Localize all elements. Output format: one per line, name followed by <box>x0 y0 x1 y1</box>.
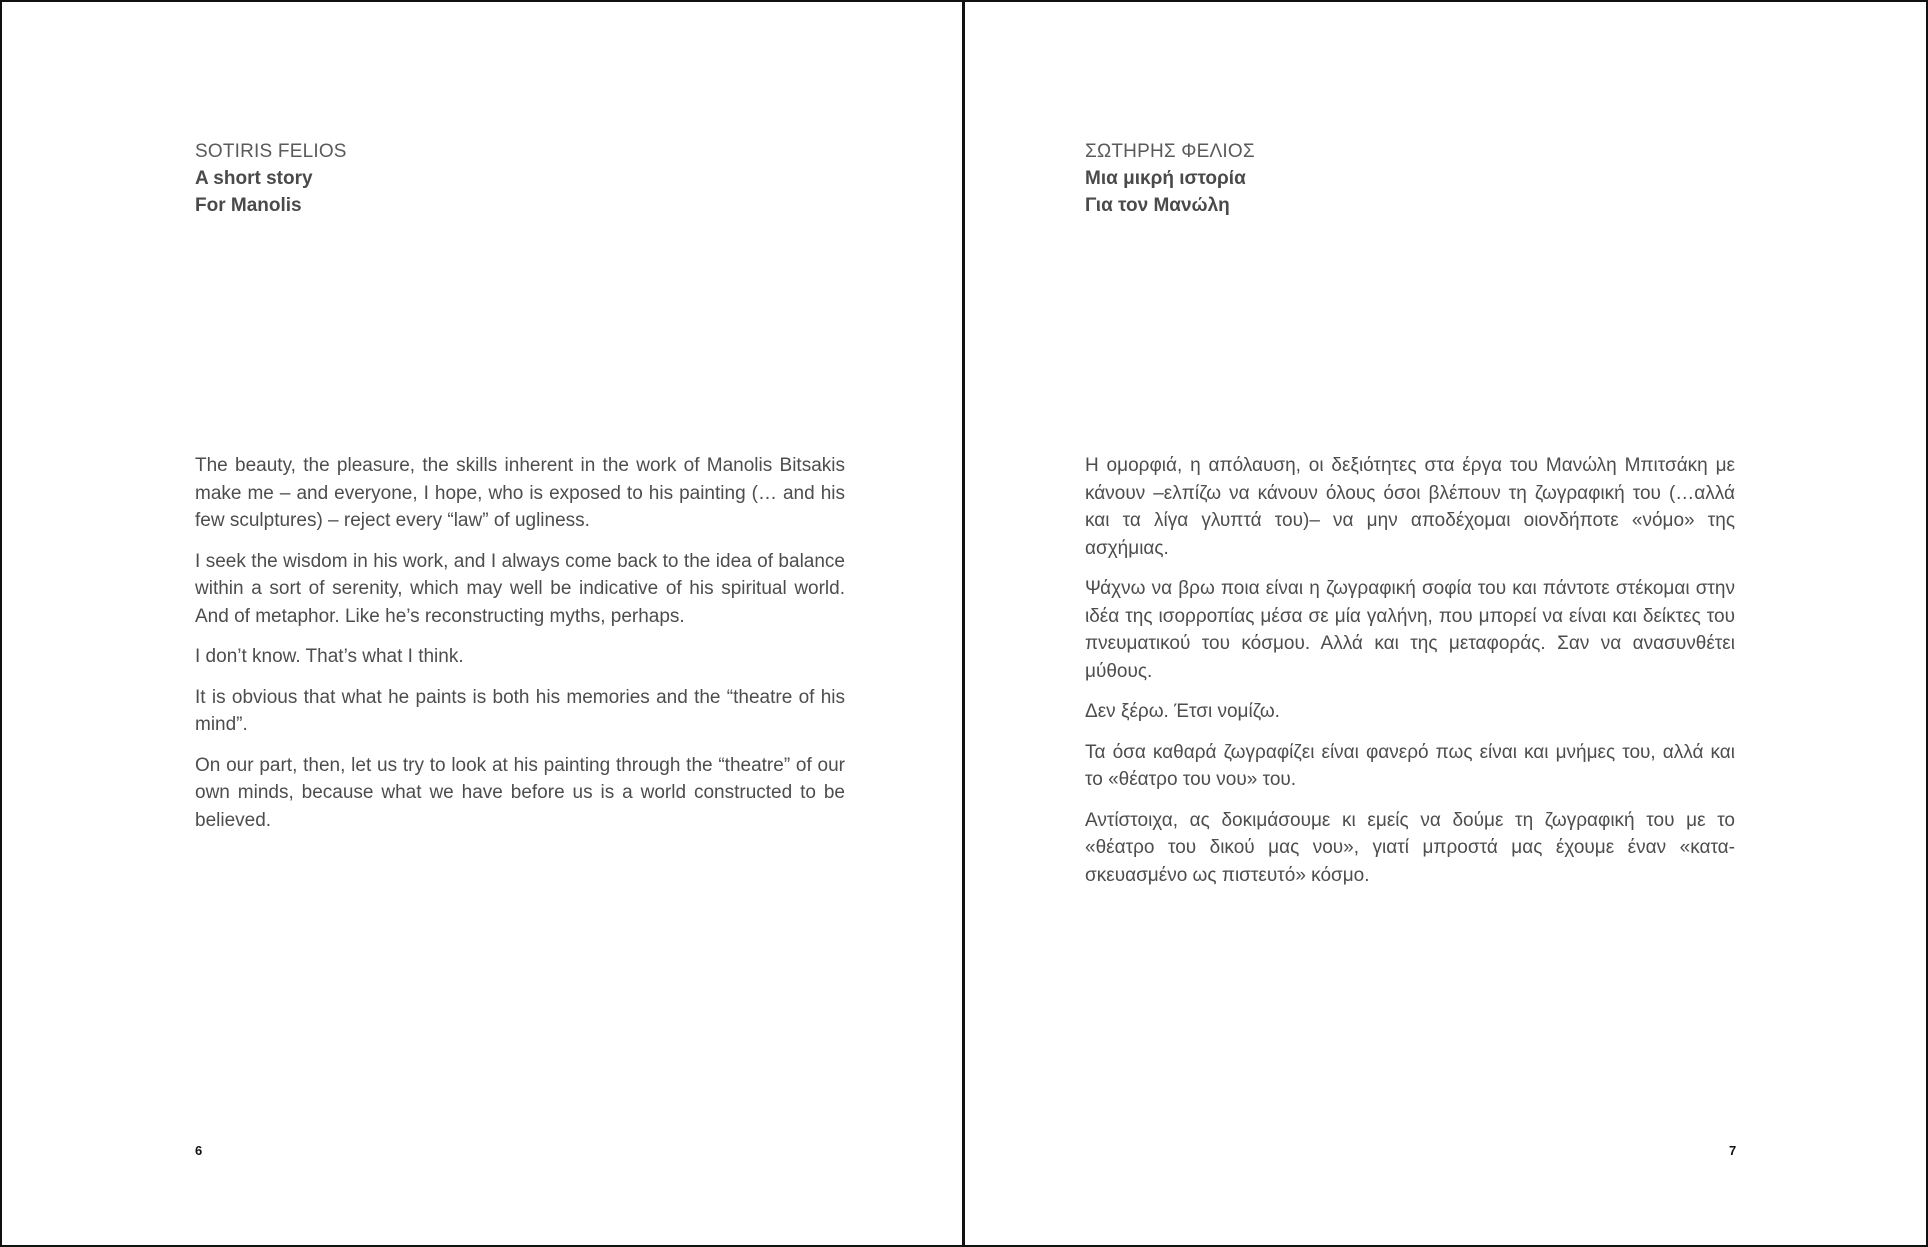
story-dedication: Για τον Μανώλη <box>1085 195 1230 216</box>
right-page-body <box>1085 452 1735 902</box>
paragraph: It is obvious that what he paints is both his memories and the “theatre of his mind”. <box>195 686 845 735</box>
paragraph: I don’t know. That’s what I think. <box>195 646 464 667</box>
paragraph: Τα όσα καθαρά ζωγραφίζει είναι φανερό πως είναι και μνήμες του, αλλά και το «θέατρο του νου» του. <box>1085 741 1735 790</box>
left-page <box>2 2 965 1245</box>
left-page-body <box>195 452 845 847</box>
story-title: A short story <box>195 168 313 189</box>
page-number: 6 <box>195 1143 203 1158</box>
paragraph: Ψάχνω να βρω ποια είναι η ζωγραφική σοφία του και πάντοτε στέκομαι στην ιδέα της ισορροπίας μέσα σε μία γαλήνη, που μπορεί να είναι και δείκτες του πνευματικού του κόσμου. Αλλά και της μεταφοράς. Σαν να ανασυνθέτει μύθους. <box>1085 578 1735 682</box>
right-page-header <box>1085 138 1255 219</box>
paragraph: The beauty, the pleasure, the skills inherent in the work of Manolis Bitsakis make me – and everyone, I hope, who is exposed to his painting (… and his few sculptures) – reject every “law” of ugliness. <box>195 455 845 531</box>
page-number: 7 <box>1729 1143 1737 1158</box>
paragraph: Δεν ξέρω. Έτσι νομίζω. <box>1085 701 1280 722</box>
left-page-header <box>195 138 347 219</box>
paragraph: I seek the wisdom in his work, and I always come back to the idea of balance within a sort of serenity, which may well be indicative of his spiritual world. And of metaphor. Like he’s reconstructing myths, perhaps. <box>195 550 845 627</box>
right-page <box>965 2 1926 1245</box>
story-dedication: For Manolis <box>195 195 302 216</box>
paragraph: On our part, then, let us try to look at his painting through the “theatre” of our own minds, because what we have before us is a world constructed to be believed. <box>195 754 845 831</box>
author-name: SOTIRIS FELIOS <box>195 141 347 162</box>
author-name: ΣΩΤΗΡΗΣ ΦΕΛΙΟΣ <box>1085 141 1255 162</box>
story-title: Μια μικρή ιστορία <box>1085 168 1246 189</box>
paragraph: Η ομορφιά, η απόλαυση, οι δεξιότητες στα έργα του Μανώλη Μπιτσάκη με κάνουν –ελπίζω να κάνουν όλους όσοι βλέπουν τη ζωγραφική του (…αλλά και τα λίγα γλυπτά του)– να μην αποδέχομαι οιονδήποτε «νόμο» της ασχήμιας. <box>1085 455 1735 559</box>
paragraph: Αντίστοιχα, ας δοκιμάσουμε κι εμείς να δούμε τη ζωγραφική του με το «θέατρο του δικού μας νου», γιατί μπροστά μας έχουμε έναν «κατα-σκευασμένο ως πιστευτό» κόσμο. <box>1085 809 1735 886</box>
